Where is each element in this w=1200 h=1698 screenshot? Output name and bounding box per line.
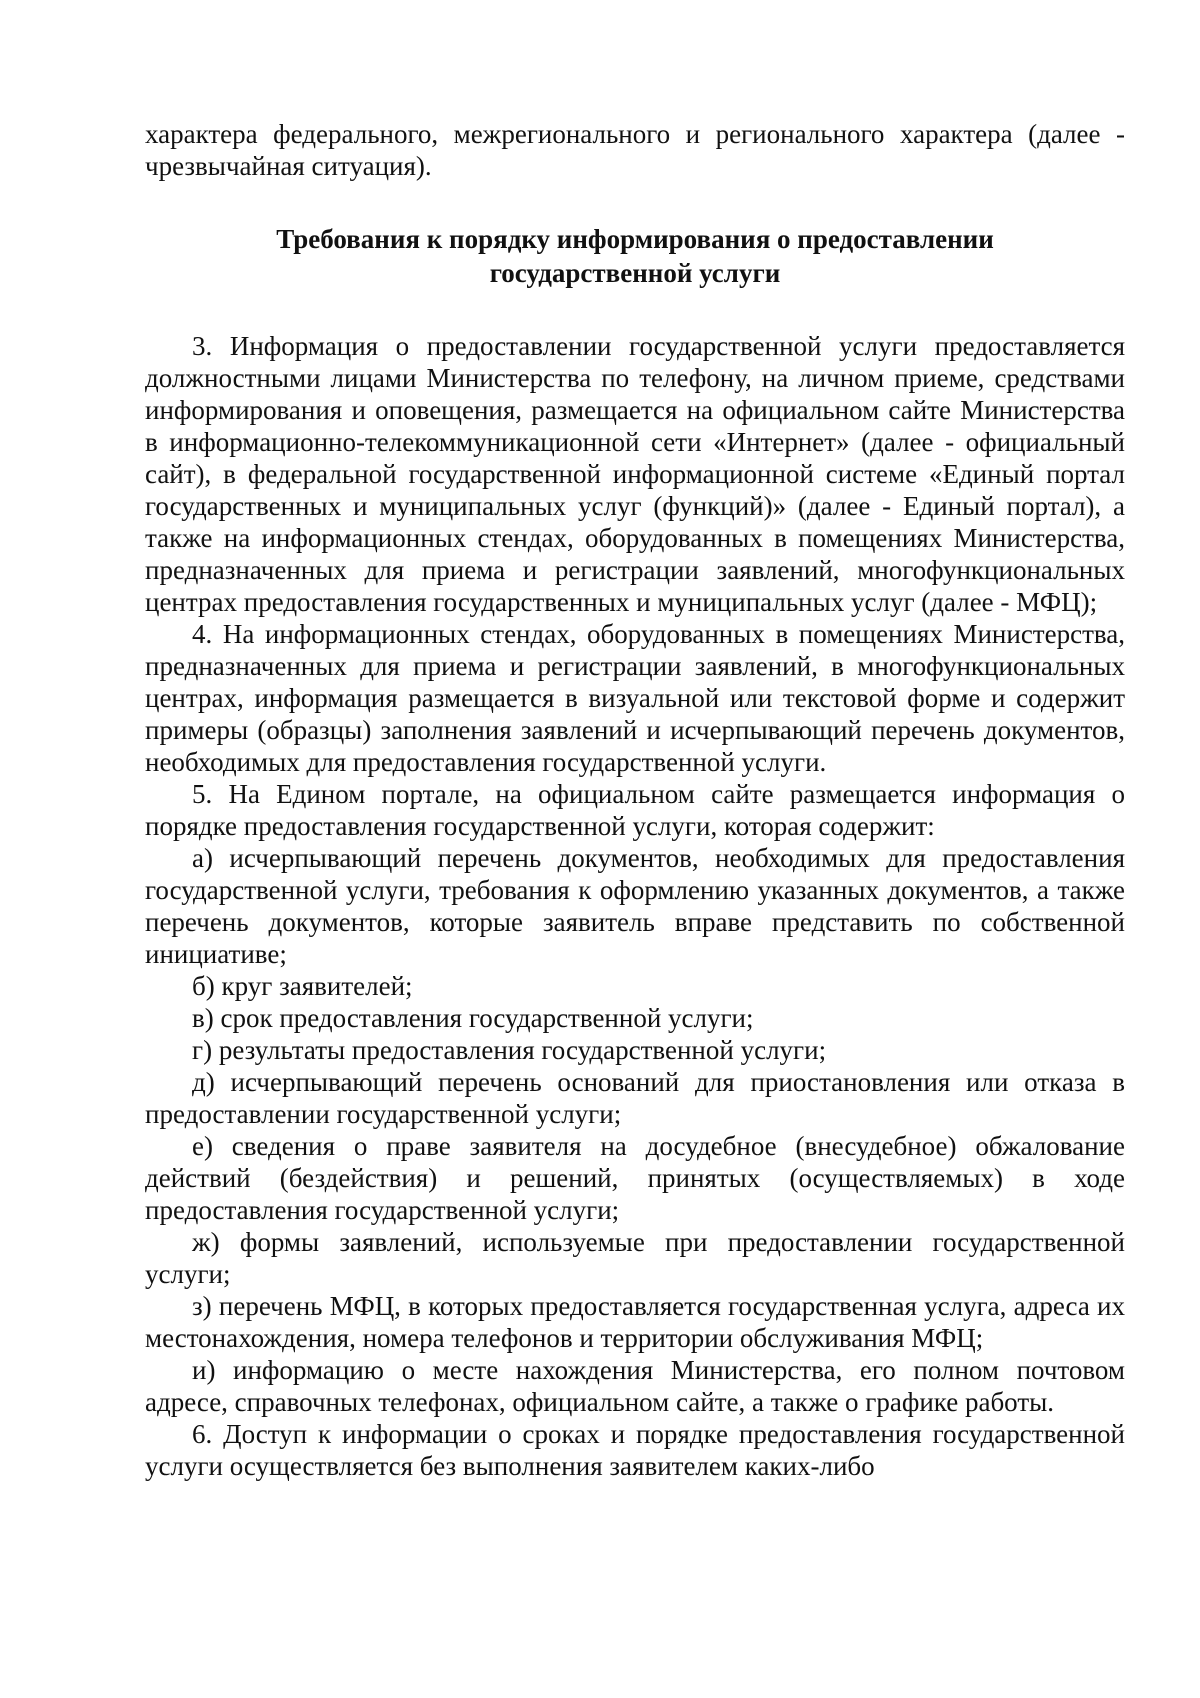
list-item-e: е) сведения о праве заявителя на досудебное (внесудебное) обжалование действий (бездействия) и решений, принятых (осуществляемых) в ходе предоставления государственной услуги;: [145, 1131, 1125, 1225]
list-item-a: а) исчерпывающий перечень документов, необходимых для предоставления государственной услуги, требования к оформлению указанных документов, а также перечень документов, которые заявитель вправе представить по собственной инициативе;: [145, 843, 1125, 969]
list-item-i: и) информацию о месте нахождения Министерства, его полном почтовом адресе, справочных телефонах, официальном сайте, а также о графике работы.: [145, 1355, 1125, 1417]
section-heading-line-2: государственной услуги: [489, 258, 781, 288]
paragraph-4: 4. На информационных стендах, оборудованных в помещениях Министерства, предназначенных для приема и регистрации заявлений, в многофункциональных центрах, информация размещается в визуальной или текстовой форме и содержит примеры (образцы) заполнения заявлений и исчерпывающий перечень документов, необходимых для предоставления государственной услуги.: [145, 619, 1125, 777]
paragraph-3: 3. Информация о предоставлении государственной услуги предоставляется должностными лицами Министерства по телефону, на личном приеме, средствами информирования и оповещения, размещается на официальном сайте Министерства в информационно-телекоммуникационной сети «Интернет» (далее - официальный сайт), в федеральной государственной информационной системе «Единый портал государственных и муниципальных услуг (функций)» (далее - Единый портал), а также на информационных стендах, оборудованных в помещениях Министерства, предназначенных для приема и регистрации заявлений, многофункциональных центрах предоставления государственных и муниципальных услуг (далее - МФЦ);: [145, 331, 1125, 617]
list-item-b: б) круг заявителей;: [192, 971, 413, 1001]
list-item-g: г) результаты предоставления государственной услуги;: [192, 1035, 827, 1065]
intro-paragraph: характера федерального, межрегионального и регионального характера (далее - чрезвычайная ситуация).: [145, 119, 1125, 181]
list-item-v: в) срок предоставления государственной услуги;: [192, 1003, 754, 1033]
paragraph-5: 5. На Едином портале, на официальном сайте размещается информация о порядке предоставления государственной услуги, которая содержит:: [145, 779, 1125, 841]
section-heading-line-1: Требования к порядку информирования о предоставлении: [276, 224, 994, 254]
paragraph-6: 6. Доступ к информации о сроках и порядке предоставления государственной услуги осуществляется без выполнения заявителем каких-либо: [145, 1419, 1125, 1481]
list-item-d: д) исчерпывающий перечень оснований для приостановления или отказа в предоставлении государственной услуги;: [145, 1067, 1125, 1129]
list-item-z: з) перечень МФЦ, в которых предоставляется государственная услуга, адреса их местонахождения, номера телефонов и территории обслуживания МФЦ;: [145, 1291, 1125, 1353]
document-page: [145, 118, 1125, 1482]
list-item-zh: ж) формы заявлений, используемые при предоставлении государственной услуги;: [145, 1227, 1125, 1289]
section-heading: [145, 222, 1125, 290]
